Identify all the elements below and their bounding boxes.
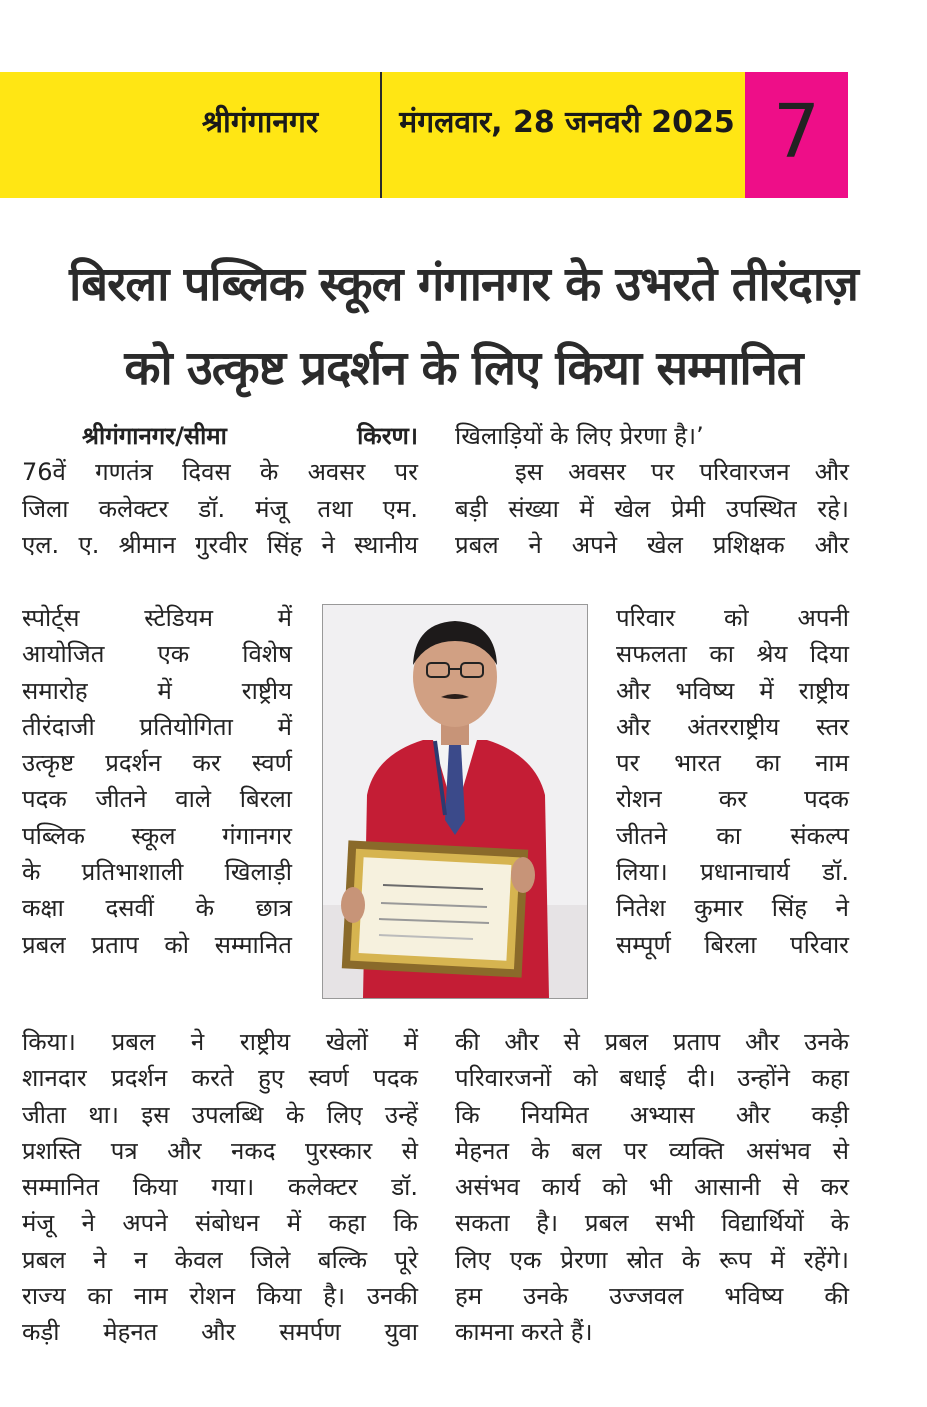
text-line: राज्य का नाम रोशन किया है। उनकी bbox=[22, 1282, 418, 1311]
text-line: परिवार को अपनी bbox=[616, 604, 849, 632]
text-line: उत्कृष्ट प्रदर्शन कर स्वर्ण bbox=[22, 749, 292, 778]
text-line: सफलता का श्रेय दिया bbox=[616, 640, 849, 669]
student-illustration bbox=[323, 605, 587, 998]
edition-city: श्रीगंगानगर bbox=[201, 105, 319, 140]
text-line: और अंतरराष्ट्रीय स्तर bbox=[616, 712, 849, 741]
text-line: प्रबल प्रताप को सम्मानित bbox=[22, 930, 292, 959]
text-line: इस अवसर पर परिवारजन और bbox=[515, 458, 849, 487]
text-line: लिया। प्रधानाचार्य डॉ. bbox=[616, 858, 849, 887]
text-line: शानदार प्रदर्शन करते हुए स्वर्ण पदक bbox=[22, 1064, 418, 1093]
text-line: असंभव कार्य को भी आसानी से कर bbox=[455, 1173, 849, 1202]
text-line: जिला कलेक्टर डॉ. मंजू तथा एम. bbox=[22, 494, 418, 523]
text-line: नितेश कुमार सिंह ने bbox=[616, 894, 849, 923]
text-line: कड़ी मेहनत और समर्पण युवा bbox=[22, 1318, 418, 1347]
text-line: जीता था। इस उपलब्धि के लिए उन्हें bbox=[22, 1100, 418, 1129]
student-photo bbox=[322, 604, 588, 999]
edition-date: मंगलवार, 28 जनवरी 2025 bbox=[399, 105, 735, 140]
text-line: बड़ी संख्या में खेल प्रेमी उपस्थित रहे। bbox=[455, 494, 849, 523]
text-line: कक्षा दसवीं के छात्र bbox=[22, 894, 292, 923]
page-number: 7 bbox=[745, 72, 848, 198]
text-line: तीरंदाजी प्रतियोगिता में bbox=[22, 712, 292, 741]
text-line: मेहनत के बल पर व्यक्ति असंभव से bbox=[455, 1136, 849, 1165]
text-line: परिवारजनों को बधाई दी। उन्होंने कहा bbox=[455, 1064, 849, 1093]
headline-line-1: बिरला पब्लिक स्कूल गंगानगर के उभरते तीरंदाज़ bbox=[69, 257, 858, 312]
text-line: प्रबल ने अपने खेल प्रशिक्षक और bbox=[455, 530, 849, 559]
text-line: सकता है। प्रबल सभी विद्यार्थियों के bbox=[455, 1209, 849, 1238]
text-line: खिलाड़ियों के लिए प्रेरणा है।’ bbox=[455, 422, 704, 450]
text-line: सम्पूर्ण बिरला परिवार bbox=[616, 930, 849, 959]
text-line: पर भारत का नाम bbox=[616, 749, 849, 778]
text-line: पदक जीतने वाले बिरला bbox=[22, 785, 292, 814]
text-line: सम्मानित किया गया। कलेक्टर डॉ. bbox=[22, 1173, 418, 1202]
column-1-bottom bbox=[22, 1024, 418, 1351]
text-line: लिए एक प्रेरणा स्रोत के रूप में रहेंगे। bbox=[455, 1245, 849, 1274]
text-line: 76वें गणतंत्र दिवस के अवसर पर bbox=[22, 458, 418, 487]
text-line: आयोजित एक विशेष bbox=[22, 640, 292, 669]
text-line: रोशन कर पदक bbox=[616, 785, 849, 814]
column-2-bottom bbox=[455, 1024, 849, 1351]
text-line: एल. ए. श्रीमान गुरवीर सिंह ने स्थानीय bbox=[22, 530, 418, 559]
text-line: और भविष्य में राष्ट्रीय bbox=[616, 676, 849, 705]
text-line: प्रबल ने न केवल जिले बल्कि पूरे bbox=[22, 1245, 418, 1274]
text-line: समारोह में राष्ट्रीय bbox=[22, 676, 292, 705]
column-1-wrap bbox=[22, 600, 292, 963]
text-line: कामना करते हैं। bbox=[455, 1318, 593, 1347]
text-line: मंजू ने अपने संबोधन में कहा कि bbox=[22, 1209, 418, 1238]
text-line: के प्रतिभाशाली खिलाड़ी bbox=[22, 858, 292, 887]
text-line: जीतने का संकल्प bbox=[616, 821, 849, 850]
column-1-top bbox=[22, 418, 418, 563]
text-line: कि नियमित अभ्यास और कड़ी bbox=[455, 1100, 849, 1129]
masthead-band bbox=[0, 72, 848, 198]
text-line: पब्लिक स्कूल गंगानगर bbox=[22, 821, 292, 850]
column-2-wrap bbox=[616, 600, 849, 963]
masthead-divider bbox=[380, 72, 382, 198]
headline-line-2: को उत्कृष्ट प्रदर्शन के लिए किया सम्मानित bbox=[124, 341, 803, 396]
text-line: किया। प्रबल ने राष्ट्रीय खेलों में bbox=[22, 1028, 418, 1056]
text-line: प्रशस्ति पत्र और नकद पुरस्कार से bbox=[22, 1136, 418, 1165]
column-2-top bbox=[455, 418, 849, 563]
byline: श्रीगंगानगर/सीमा किरण। bbox=[82, 422, 418, 450]
text-line: की और से प्रबल प्रताप और उनके bbox=[455, 1028, 849, 1056]
text-line: हम उनके उज्जवल भविष्य की bbox=[455, 1282, 849, 1311]
text-line: स्पोर्ट्स स्टेडियम में bbox=[22, 604, 292, 632]
